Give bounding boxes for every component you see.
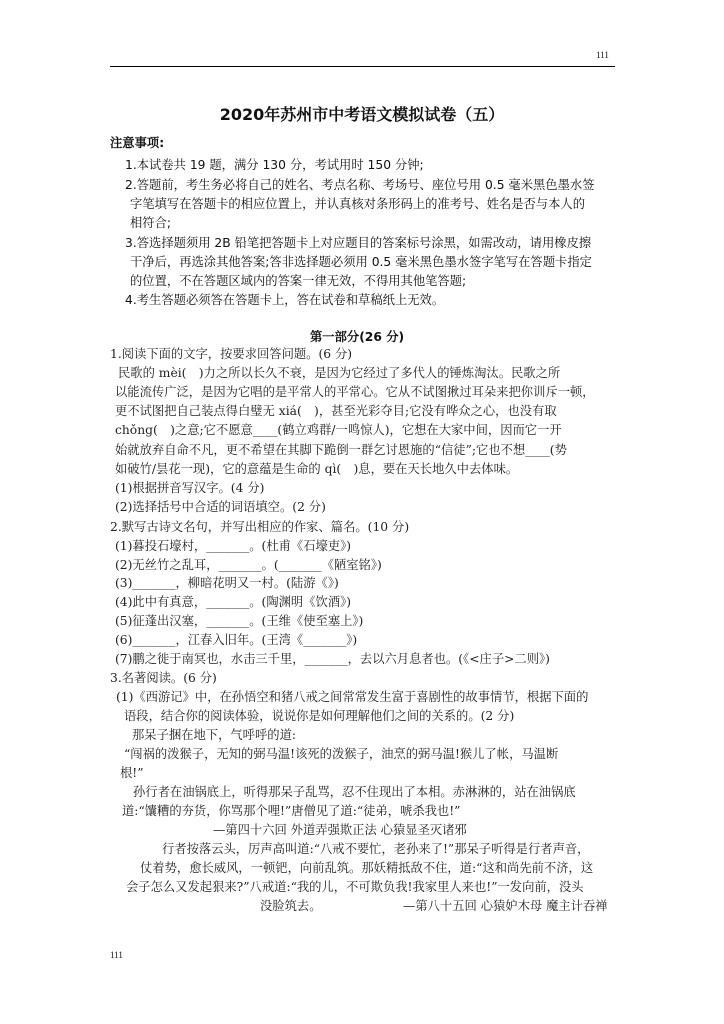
document-title: 2020年苏州市中考语文模拟试卷（五） [219, 105, 505, 124]
q2-item: (6)_______，江春入旧年。(王湾《_______》) [115, 633, 358, 647]
excerpt-source: —第八十五回 心猿妒木母 魔主计吞禅 [403, 899, 608, 913]
excerpt-line: 仗着势，愈长威风，一顿钯，向前乱筑。那妖精抵敌不住，道:“这和尚先前不济，这 [140, 861, 594, 875]
passage-line: 以能流传广泛，是因为它唱的是平常人的平常心。它从不试图揪过耳朵来把你训斥一顿， [115, 385, 595, 399]
q2-prompt: 2.默写古诗文名句，并写出相应的作家、篇名。(10 分) [110, 520, 410, 534]
q2-item: (2)无丝竹之乱耳，_______。(_______《陋室铭》) [115, 558, 382, 572]
q2-item: (1)暮投石壕村，_______。(杜甫《石壕吏》) [115, 539, 352, 553]
passage-line: 如破竹/昙花一现)，它的意蕴是生命的 qì( )息，要在天长地久中去体味。 [115, 462, 519, 476]
note-line: 2.答题前，考生务必将自己的姓名、考点名称、考场号、座位号用 0.5 毫米黑色墨水签 [125, 178, 595, 192]
header-rule [110, 66, 615, 67]
excerpt-line: 行者按落云头，厉声高叫道:“八戒不要忙，老孙来了!”那呆子听得是行者声音， [162, 842, 590, 856]
q2-item: (5)征蓬出汉塞，_______。(王维《使至塞上》) [115, 614, 364, 628]
note-line: 1.本试卷共 19 题，满分 130 分，考试用时 150 分钟; [125, 158, 424, 172]
excerpt-line: 道:“馕糟的夯货，你骂那个哩!”唐僧见了道:“徒弟，唬杀我也!” [122, 804, 461, 818]
q3-sub1: 语段，结合你的阅读体验，说说你是如何理解他们之间的关系的。(2 分) [124, 709, 515, 723]
q2-item: (4)此中有真意，_______。(陶渊明《饮酒》) [115, 595, 352, 609]
notes-heading: 注意事项: [110, 136, 165, 150]
excerpt-line: 根!” [120, 766, 144, 780]
q2-item: (3)_______，柳暗花明又一村。(陆游《》) [115, 576, 339, 590]
note-line: 的位置，不在答题区域内的答案一律无效，不得用其他笔答题; [130, 274, 467, 288]
q1-sub: (1)根据拼音写汉字。(4 分) [115, 481, 265, 495]
excerpt-line: “闯祸的泼猴子，无知的弼马温!该死的泼猴子，油烹的弼马温!猴儿了帐，马温断 [124, 747, 559, 761]
note-line: 干净后，再选涂其他答案;答非选择题必须用 0.5 毫米黑色墨水签字笔写在答题卡指定 [130, 255, 592, 269]
excerpt-source: —第四十六回 外道弄强欺正法 心猿显圣灭诸邪 [213, 823, 467, 837]
excerpt-line: 没脸筑去。 [260, 899, 322, 913]
passage-line: 民歌的 mèi( )力之所以长久不衰，是因为它经过了多代人的锤炼淘汰。民歌之所 [118, 366, 561, 380]
part1-heading: 第一部分(26 分) [310, 330, 405, 344]
note-line: 字笔填写在答题卡的相应位置上，并认真核对条形码上的准考号、姓名是否与本人的 [130, 197, 585, 211]
q1-prompt: 1.阅读下面的文字，按要求回答问题。(6 分) [110, 347, 353, 361]
note-line: 4.考生答题必须答在答题卡上，答在试卷和草稿纸上无效。 [125, 293, 445, 307]
passage-line: 始就放弃自命不凡，更不希望在其脚下跪倒一群乞讨恩施的“信徒”;它也不想____(势 [115, 443, 567, 457]
page-number-bottom: 111 [110, 950, 123, 960]
note-line: 相符合; [130, 216, 172, 230]
page-number-top: 111 [596, 50, 609, 60]
q2-item: (7)鹏之徙于南冥也，水击三千里，_______，去以六月息者也。(《<庄子>二则》) [115, 652, 550, 666]
q1-sub: (2)选择括号中合适的词语填空。(2 分) [115, 500, 326, 514]
passage-line: 更不试图把自己装点得白璧无 xiá( )，甚至光彩夺目;它没有哗众之心，也没有取 [115, 404, 557, 418]
passage-line: chǒng( )之意;它不愿意____(鹤立鸡群/一鸣惊人)，它想在大家中间，因而它一开 [115, 423, 562, 437]
q3-sub1: (1)《西游记》中，在孙悟空和猪八戒之间常常发生富于喜剧性的故事情节，根据下面的 [116, 690, 589, 704]
excerpt-line: 会子怎么又发起狠来?”八戒道:“我的儿，不可欺负我!我家里人来也!”一发向前，没头 [126, 880, 584, 894]
excerpt-line: 那呆子捆在地下，气呼呼的道: [132, 728, 297, 742]
note-line: 3.答选择题须用 2B 铅笔把答题卡上对应题目的答案标号涂黑，如需改动，请用橡皮擦 [125, 236, 592, 250]
q3-prompt: 3.名著阅读。(6 分) [110, 671, 217, 685]
excerpt-line: 孙行者在油锅底上，听得那呆子乱骂，忍不住现出了本相。赤淋淋的，站在油锅底 [133, 785, 576, 799]
